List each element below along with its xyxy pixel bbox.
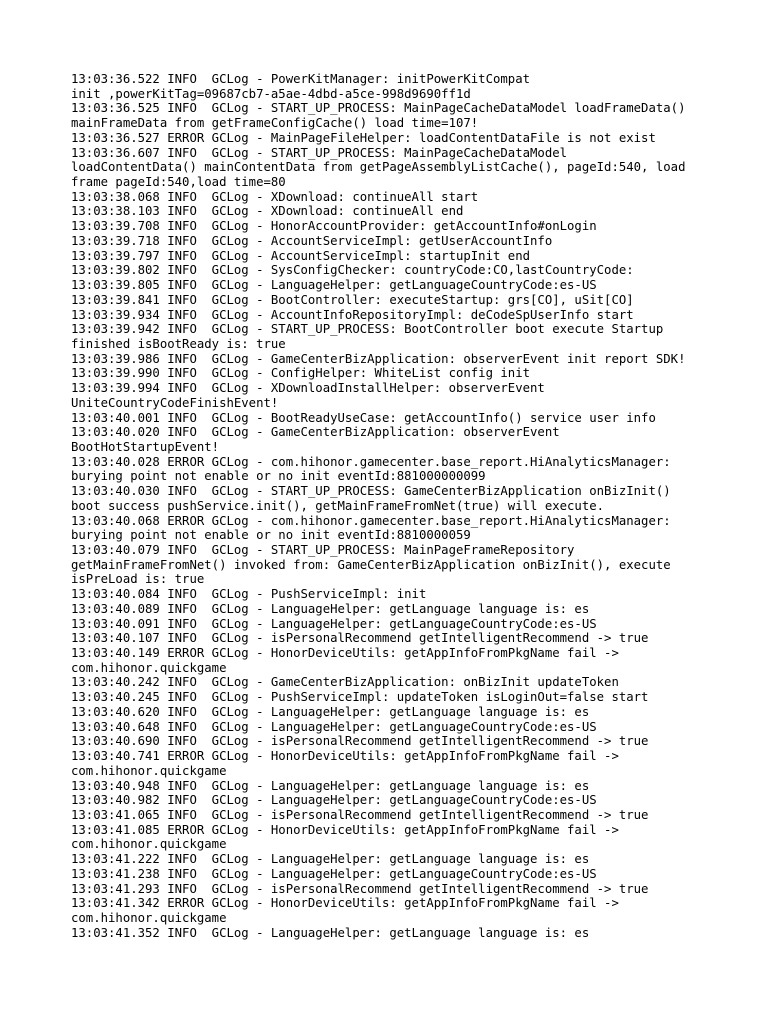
log-line: burying point not enable or no init eventId:8810000059	[71, 528, 471, 543]
log-line: 13:03:39.797 INFO GCLog - AccountServiceImpl: startupInit end	[71, 248, 531, 263]
log-line: 13:03:41.085 ERROR GCLog - HonorDeviceUtils: getAppInfoFromPkgName fail ->	[71, 822, 619, 837]
log-line: 13:03:40.149 ERROR GCLog - HonorDeviceUtils: getAppInfoFromPkgName fail ->	[71, 646, 619, 661]
log-line: 13:03:39.994 INFO GCLog - XDownloadInstallHelper: observerEvent	[71, 381, 545, 396]
log-line: 13:03:36.607 INFO GCLog - START_UP_PROCESS: MainPageCacheDataModel	[71, 145, 568, 160]
log-line: 13:03:38.068 INFO GCLog - XDownload: continueAll start	[71, 189, 479, 204]
log-line: 13:03:40.741 ERROR GCLog - HonorDeviceUtils: getAppInfoFromPkgName fail ->	[71, 749, 619, 764]
log-line: 13:03:40.948 INFO GCLog - LanguageHelper: getLanguage language is: es	[71, 778, 590, 793]
log-line: isPreLoad is: true	[71, 572, 205, 587]
log-line: 13:03:40.107 INFO GCLog - isPersonalRecommend getIntelligentRecommend -> true	[71, 631, 649, 646]
log-line: 13:03:40.620 INFO GCLog - LanguageHelper: getLanguage language is: es	[71, 704, 590, 719]
log-line: 13:03:39.802 INFO GCLog - SysConfigChecker: countryCode:CO,lastCountryCode:	[71, 263, 634, 278]
log-line: 13:03:39.841 INFO GCLog - BootController: executeStartup: grs[CO], uSit[CO]	[71, 292, 634, 307]
log-line: getMainFrameFromNet() invoked from: GameCenterBizApplication onBizInit(), execute	[71, 557, 671, 572]
log-line: UniteCountryCodeFinishEvent!	[71, 395, 279, 410]
log-line: 13:03:41.222 INFO GCLog - LanguageHelper: getLanguage language is: es	[71, 852, 590, 867]
log-line: 13:03:40.028 ERROR GCLog - com.hihonor.gamecenter.base_report.HiAnalyticsManager:	[71, 454, 671, 469]
log-line: 13:03:40.089 INFO GCLog - LanguageHelper: getLanguage language is: es	[71, 601, 590, 616]
log-line: burying point not enable or no init eventId:881000000099	[71, 469, 486, 484]
log-line: com.hihonor.quickgame	[71, 763, 227, 778]
log-line: 13:03:39.986 INFO GCLog - GameCenterBizApplication: observerEvent init report SDK!	[71, 351, 686, 366]
log-line: 13:03:40.068 ERROR GCLog - com.hihonor.gamecenter.base_report.HiAnalyticsManager:	[71, 513, 671, 528]
log-line: 13:03:36.522 INFO GCLog - PowerKitManager: initPowerKitCompat	[71, 72, 531, 86]
log-line: finished isBootReady is: true	[71, 336, 286, 351]
log-line: frame pageId:540,load time=80	[71, 175, 286, 190]
log-line: 13:03:40.001 INFO GCLog - BootReadyUseCase: getAccountInfo() service user info	[71, 410, 656, 425]
log-line: 13:03:41.352 INFO GCLog - LanguageHelper: getLanguage language is: es	[71, 925, 590, 940]
log-line: 13:03:38.103 INFO GCLog - XDownload: continueAll end	[71, 204, 464, 219]
log-line: 13:03:40.242 INFO GCLog - GameCenterBizApplication: onBizInit updateToken	[71, 675, 619, 690]
log-line: 13:03:39.934 INFO GCLog - AccountInfoRepositoryImpl: deCodeSpUserInfo start	[71, 307, 634, 322]
log-line: init ,powerKitTag=09687cb7-a5ae-4dbd-a5ce-998d9690ff1d	[71, 86, 471, 101]
log-line: 13:03:39.718 INFO GCLog - AccountServiceImpl: getUserAccountInfo	[71, 233, 553, 248]
log-line: 13:03:41.293 INFO GCLog - isPersonalRecommend getIntelligentRecommend -> true	[71, 881, 649, 896]
log-line: 13:03:39.708 INFO GCLog - HonorAccountProvider: getAccountInfo#onLogin	[71, 219, 597, 234]
log-line: 13:03:40.245 INFO GCLog - PushServiceImpl: updateToken isLoginOut=false start	[71, 690, 649, 705]
log-line: 13:03:40.648 INFO GCLog - LanguageHelper: getLanguageCountryCode:es-US	[71, 719, 597, 734]
log-line: 13:03:41.342 ERROR GCLog - HonorDeviceUtils: getAppInfoFromPkgName fail ->	[71, 896, 619, 911]
log-line: 13:03:39.805 INFO GCLog - LanguageHelper: getLanguageCountryCode:es-US	[71, 278, 597, 293]
log-line: 13:03:41.238 INFO GCLog - LanguageHelper: getLanguageCountryCode:es-US	[71, 866, 597, 881]
log-line: 13:03:40.690 INFO GCLog - isPersonalRecommend getIntelligentRecommend -> true	[71, 734, 649, 749]
log-line: 13:03:41.065 INFO GCLog - isPersonalRecommend getIntelligentRecommend -> true	[71, 807, 649, 822]
log-line: 13:03:40.020 INFO GCLog - GameCenterBizApplication: observerEvent	[71, 425, 560, 440]
log-line: com.hihonor.quickgame	[71, 837, 227, 852]
log-line: 13:03:40.982 INFO GCLog - LanguageHelper: getLanguageCountryCode:es-US	[71, 793, 597, 808]
log-line: boot success pushService.init(), getMainFrameFromNet(true) will execute.	[71, 498, 605, 513]
log-line: loadContentData() mainContentData from getPageAssemblyListCache(), pageId:540, load	[71, 160, 686, 175]
log-line: 13:03:40.091 INFO GCLog - LanguageHelper: getLanguageCountryCode:es-US	[71, 616, 597, 631]
log-line: com.hihonor.quickgame	[71, 910, 227, 925]
log-line: 13:03:40.084 INFO GCLog - PushServiceImpl: init	[71, 587, 427, 602]
log-line: 13:03:39.990 INFO GCLog - ConfigHelper: WhiteList config init	[71, 366, 531, 381]
log-line: 13:03:39.942 INFO GCLog - START_UP_PROCESS: BootController boot execute Startup	[71, 322, 664, 337]
log-line: 13:03:40.079 INFO GCLog - START_UP_PROCESS: MainPageFrameRepository	[71, 543, 575, 557]
log-line: 13:03:36.527 ERROR GCLog - MainPageFileHelper: loadContentDataFile is not exist	[71, 130, 656, 145]
log-line: 13:03:36.525 INFO GCLog - START_UP_PROCESS: MainPageCacheDataModel loadFrameData()	[71, 101, 686, 116]
log-line: mainFrameData from getFrameConfigCache() load time=107!	[71, 116, 479, 131]
log-line: 13:03:40.030 INFO GCLog - START_UP_PROCESS: GameCenterBizApplication onBizInit()	[71, 484, 671, 499]
log-text	[71, 72, 711, 940]
log-line: com.hihonor.quickgame	[71, 660, 227, 675]
log-line: BootHotStartupEvent!	[71, 439, 220, 454]
